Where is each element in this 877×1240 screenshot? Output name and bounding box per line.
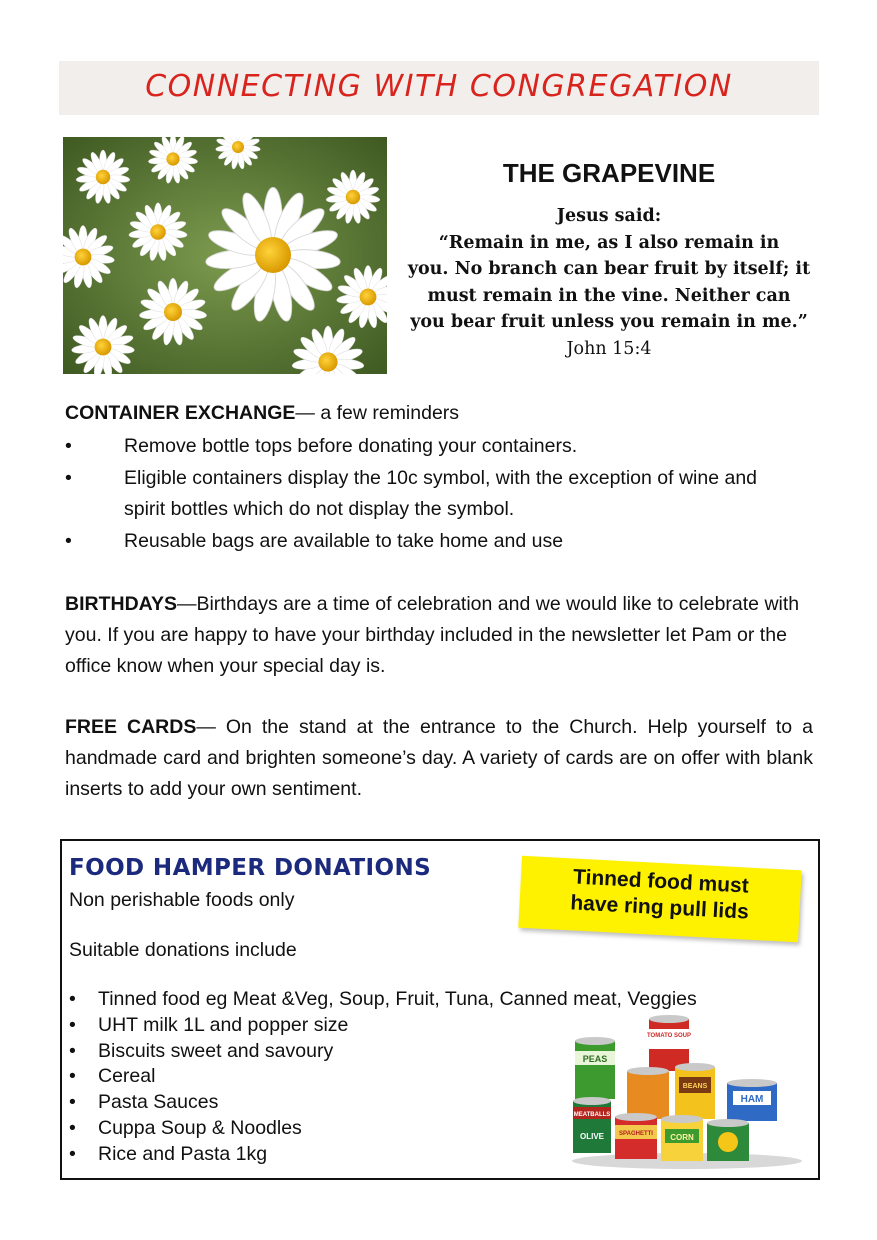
note-line: have ring pull lids <box>569 891 750 924</box>
svg-text:BEANS: BEANS <box>682 1083 708 1090</box>
bullet-icon: • <box>65 467 72 489</box>
bullet-icon: • <box>69 1142 76 1165</box>
free-cards-text: — On the stand at the entrance to the Church. Help yourself to a handmade card and brighten someone’s day. A variety of cards are on offer with blank inserts to add your own sentiment. <box>65 716 813 800</box>
svg-text:CORN: CORN <box>670 1133 694 1142</box>
birthdays-text: —Birthdays are a time of celebration and we would like to celebrate with you. If you are happy to have your birthday included in the newsletter let Pam or the office know when your special day is. <box>65 593 800 677</box>
list-item <box>65 431 815 462</box>
svg-text:HAM: HAM <box>740 1094 764 1105</box>
ham-can-icon <box>727 1079 777 1121</box>
list-item-text: Remove bottle tops before donating your containers. <box>124 435 578 457</box>
bullet-icon: • <box>69 1013 76 1036</box>
list-item-text: Eligible containers display the 10c symbol, with the exception of wine and spirit bottles which do not display the symbol. <box>124 467 758 520</box>
list-item <box>65 463 815 525</box>
title-banner <box>59 61 819 115</box>
list-item-text: Tinned food eg Meat &Veg, Soup, Fruit, Tuna, Canned meat, Veggies <box>98 988 697 1010</box>
ring-pull-note <box>518 856 801 943</box>
bullet-icon: • <box>65 530 72 552</box>
container-exchange-subtitle: — a few reminders <box>295 402 460 424</box>
svg-text:OLIVE: OLIVE <box>579 1132 605 1141</box>
svg-text:SPAGHETTI: SPAGHETTI <box>619 1131 653 1137</box>
list-item-text: Reusable bags are available to take home and use <box>124 530 564 552</box>
list-item <box>65 526 815 557</box>
verse-line: you. No branch can bear fruit by itself; it <box>407 259 811 279</box>
food-hamper-intro: Suitable donations include <box>69 939 297 961</box>
bullet-icon: • <box>69 1116 76 1139</box>
free-cards-paragraph <box>65 712 813 805</box>
food-hamper-title: FOOD HAMPER DONATIONS <box>69 855 432 881</box>
svg-text:PEAS: PEAS <box>582 1054 608 1064</box>
container-exchange-title: CONTAINER EXCHANGE <box>65 402 296 424</box>
olive-can-icon <box>573 1097 611 1153</box>
beans-can-icon <box>675 1063 715 1119</box>
list-item-text: Cuppa Soup & Noodles <box>98 1116 302 1139</box>
bullet-icon: • <box>69 1039 76 1062</box>
banner-title: CONNECTING WITH CONGREGATION <box>145 69 733 104</box>
verse-reference: John 15:4 <box>566 338 652 359</box>
list-item-text: Rice and Pasta 1kg <box>98 1142 268 1165</box>
list-item-text: Pasta Sauces <box>98 1091 219 1114</box>
container-exchange-heading <box>65 398 815 429</box>
birthdays-paragraph <box>65 589 805 682</box>
daisy-photo <box>63 137 387 374</box>
peas-can-icon <box>575 1037 615 1099</box>
verse-line: Jesus said: <box>556 206 662 226</box>
list-item-text: UHT milk 1L and popper size <box>98 1013 349 1036</box>
free-cards-heading: FREE CARDS <box>65 716 197 738</box>
list-item-text: Biscuits sweet and savoury <box>98 1039 334 1062</box>
verse-line: “Remain in me, as I also remain in <box>438 232 780 253</box>
bullet-icon: • <box>69 988 76 1010</box>
tomato-soup-can-icon <box>647 1015 691 1071</box>
food-hamper-subtitle: Non perishable foods only <box>69 889 295 911</box>
spaghetti-can-icon <box>615 1113 657 1159</box>
tinned-food-illustration <box>567 1011 807 1171</box>
note-line: Tinned food must <box>572 865 750 898</box>
svg-text:MEATBALLS: MEATBALLS <box>573 1112 611 1118</box>
grapevine-title: THE GRAPEVINE <box>502 158 716 188</box>
bullet-icon: • <box>65 435 72 457</box>
verse-line: must remain in the vine. Neither can <box>427 285 791 306</box>
corn-can-icon <box>661 1115 703 1161</box>
bible-verse <box>395 203 823 362</box>
verse-line: you bear fruit unless you remain in me.” <box>410 312 808 332</box>
food-hamper-box <box>60 839 820 1180</box>
bullet-icon: • <box>69 1091 76 1114</box>
bullet-icon: • <box>69 1065 76 1088</box>
svg-text:TOMATO SOUP: TOMATO SOUP <box>646 1033 692 1039</box>
list-item-text: Cereal <box>98 1065 156 1088</box>
birthdays-heading: BIRTHDAYS <box>65 593 177 615</box>
